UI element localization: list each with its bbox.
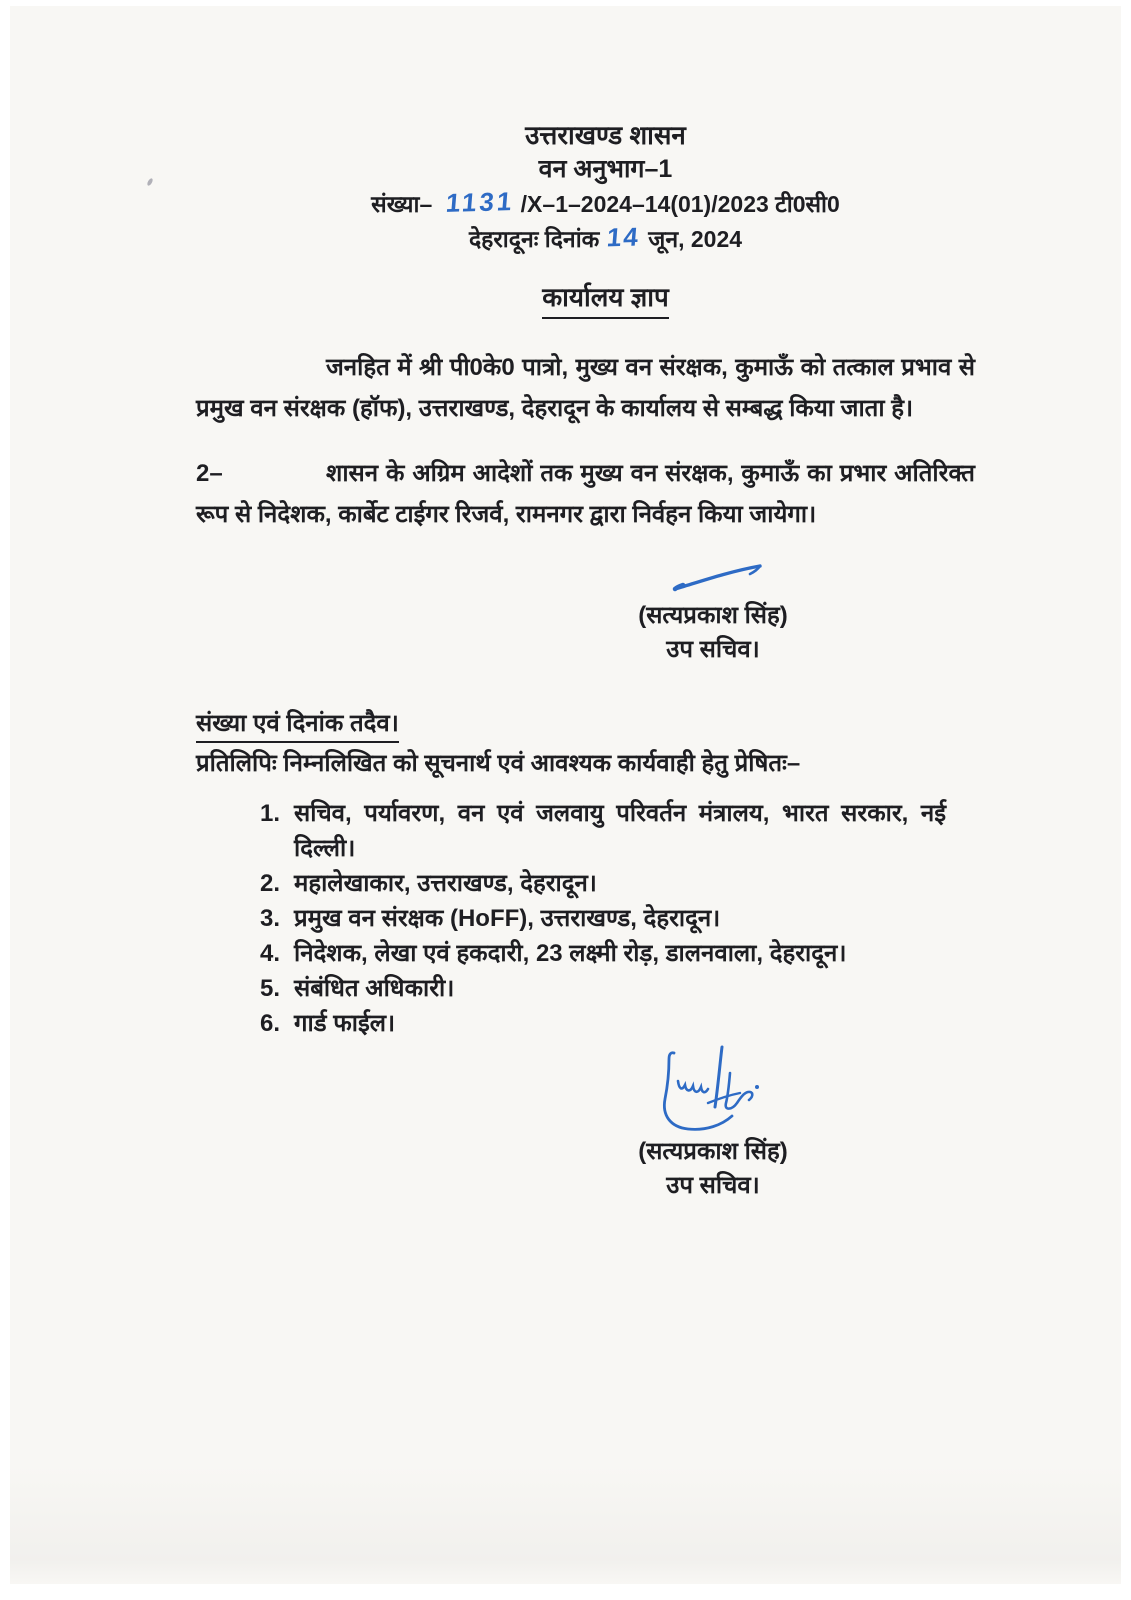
recipient-text: संबंधित अधिकारी। <box>294 975 455 1002</box>
recipient-text: प्रमुख वन संरक्षक (HoFF), उत्तराखण्ड, देहरादून। <box>294 905 721 932</box>
handwritten-date: 14 <box>606 221 642 253</box>
recipient-text: गार्ड फाईल। <box>294 1010 396 1037</box>
date-suffix: जून, 2024 <box>648 226 743 252</box>
recipient-item <box>260 971 953 1006</box>
forwarding-line: प्रतिलिपिः निम्नलिखित को सूचनार्थ एवं आवश्यक कार्यवाही हेतु प्रेषितः– <box>196 750 801 777</box>
same-number-date-line: संख्या एवं दिनांक तदैव। <box>196 708 399 743</box>
memo-title: कार्यालय ज्ञाप <box>542 278 669 319</box>
recipient-item <box>260 796 953 866</box>
recipient-item <box>260 901 953 936</box>
document-header <box>50 6 1131 256</box>
recipient-number: 3. <box>260 905 281 932</box>
copies-section <box>196 708 953 1041</box>
recipient-item <box>260 936 953 971</box>
signature-block-top <box>573 559 853 666</box>
recipient-item <box>260 866 953 901</box>
recipient-text: महालेखाकार, उत्तराखण्ड, देहरादून। <box>294 870 597 897</box>
recipient-number: 1. <box>260 800 281 827</box>
document-body <box>10 347 1121 1202</box>
paragraph-1: जनहित में श्री पी0के0 पात्रो, मुख्य वन संरक्षक, कुमाऊँ को तत्काल प्रभाव से प्रमुख वन संरक्षक (हॉफ), उत्तराखण्ड, देहरादून के कार्यालय से सम्बद्ध किया जाता है। <box>196 354 975 422</box>
signatory-name-top: (सत्यप्रकाश सिंह) <box>638 602 788 629</box>
signatory-name-bottom: (सत्यप्रकाश सिंह) <box>638 1138 788 1165</box>
recipient-text: निदेशक, लेखा एवं हकदारी, 23 लक्ष्मी रोड़, डालनवाला, देहरादून। <box>294 940 847 967</box>
signatory-designation-bottom: उप सचिव। <box>666 1172 760 1199</box>
place-date-prefix: देहरादूनः दिनांक <box>468 226 600 252</box>
reference-printed: /X–1–2024–14(01)/2023 टी0सी0 <box>520 191 840 217</box>
recipient-list <box>260 796 953 1041</box>
paragraph-2-number: 2– <box>196 460 223 487</box>
recipient-number: 5. <box>260 975 281 1002</box>
recipient-item <box>260 1006 953 1041</box>
signature-scribble-icon <box>638 1043 788 1135</box>
signature-block-bottom <box>573 1043 853 1202</box>
government-name: उत्तराखण्ड शासन <box>525 120 686 150</box>
paragraph-2-text: शासन के अग्रिम आदेशों तक मुख्य वन संरक्षक, कुमाऊँ का प्रभार अतिरिक्त रूप से निदेशक, कार्बेट टाईगर रिजर्व, रामनगर द्वारा निर्वहन किया जायेगा। <box>196 460 975 528</box>
paragraph-2 <box>196 453 975 535</box>
recipient-number: 4. <box>260 940 281 967</box>
place-date-line <box>50 221 1131 256</box>
handwritten-reference-number: 1131 <box>444 186 516 218</box>
recipient-number: 6. <box>260 1010 281 1037</box>
reference-number-line <box>50 186 1131 221</box>
recipient-number: 2. <box>260 870 281 897</box>
signature-swoosh-icon <box>668 559 778 599</box>
memo-title-wrap <box>50 278 1131 319</box>
recipient-text: सचिव, पर्यावरण, वन एवं जलवायु परिवर्तन मंत्रालय, भारत सरकार, नई दिल्ली। <box>294 800 946 862</box>
document-page <box>10 6 1121 1584</box>
signatory-designation-top: उप सचिव। <box>666 636 760 663</box>
reference-label: संख्या– <box>371 191 433 217</box>
section-name: वन अनुभाग–1 <box>538 155 673 183</box>
